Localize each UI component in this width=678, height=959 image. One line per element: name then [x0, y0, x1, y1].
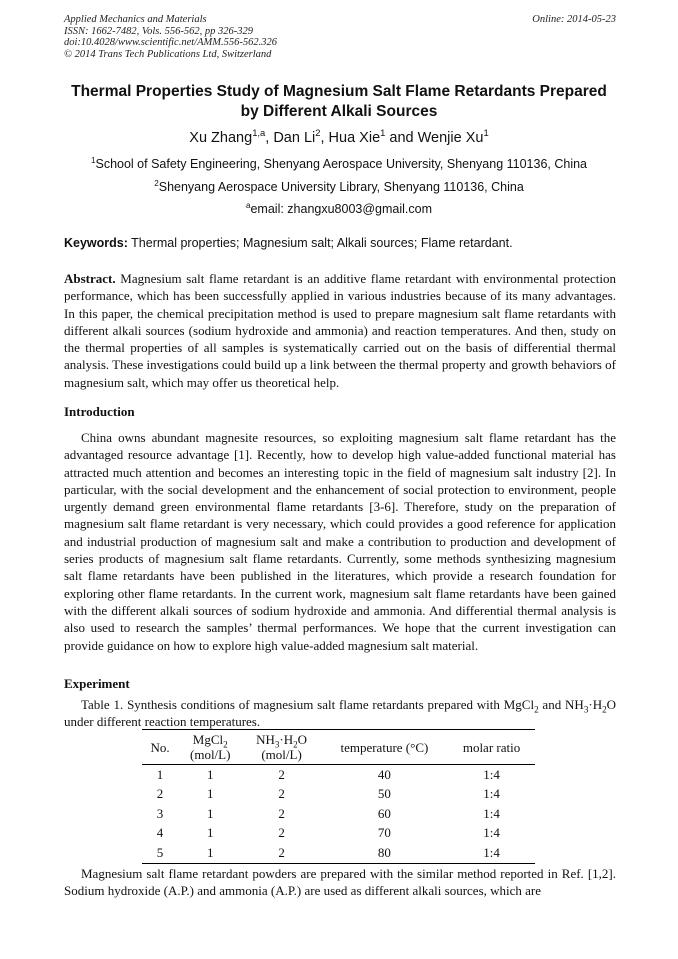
cell-nh3h2o: 2 [278, 805, 285, 821]
cell-no: 2 [156, 786, 164, 802]
header-text: ·H [279, 732, 294, 747]
cell-nh3h2o: 2 [278, 825, 285, 841]
cell-temperature: 40 [377, 766, 391, 782]
issn-info: ISSN: 1662-7482, Vols. 556-562, pp 326-329 [64, 25, 253, 37]
running-header [64, 14, 616, 60]
cell-molar-ratio: 1:4 [483, 766, 500, 782]
online-date: Online: 2014-05-23 [532, 14, 616, 25]
caption-text: Table 1. Synthesis conditions of magnesium salt flame retardants prepared with MgCl [81, 697, 535, 712]
title-line-2: by Different Alkali Sources [240, 103, 438, 120]
cell-temperature: 60 [377, 805, 391, 821]
copyright-info: © 2014 Trans Tech Publications Ltd, Switzerland [64, 48, 272, 60]
author-affiliation-mark: 1,a [252, 127, 266, 139]
cell-nh3h2o: 2 [278, 766, 285, 782]
header-mgcl2 [178, 730, 242, 765]
caption-text: ·H [588, 697, 603, 712]
caption-text: and NH [538, 697, 584, 712]
author-email [50, 202, 628, 216]
table-row [142, 824, 535, 844]
title-line-1: Thermal Properties Study of Magnesium Salt Flame Retardants Prepared [71, 83, 607, 100]
doi-info: doi:10.4028/www.scientific.net/AMM.556-562.326 [64, 37, 277, 48]
author-separator: and [385, 130, 418, 146]
cell-temperature: 50 [377, 786, 391, 802]
author-affiliation-mark: 1 [483, 127, 489, 139]
cell-mgcl2: 1 [178, 843, 242, 863]
author-name: Dan Li [273, 130, 316, 146]
cell-nh3h2o: 2 [242, 843, 320, 863]
affiliation-mark: a [245, 200, 251, 210]
header-subscript: 2 [223, 739, 228, 750]
cell-no: 5 [142, 843, 178, 863]
cell-mgcl2: 1 [206, 786, 214, 802]
paper-title [50, 82, 628, 122]
header-subscript: 2 [293, 739, 298, 750]
header-temperature: temperature (°C) [321, 730, 448, 765]
keywords-label: Keywords: [64, 236, 128, 250]
cell-no: 1 [156, 766, 164, 782]
abstract-label: Abstract. [64, 271, 116, 286]
table-row [142, 765, 535, 785]
affiliation-mark: 1 [90, 155, 96, 165]
author-affiliation-mark: 2 [315, 127, 321, 139]
affiliation-text: Shenyang Aerospace University Library, Shenyang 110136, China [158, 180, 524, 194]
author-separator: , [320, 130, 329, 146]
table-row [142, 785, 535, 805]
author-separator: , [265, 130, 274, 146]
synthesis-conditions-table [142, 729, 535, 864]
experiment-text: Magnesium salt flame retardant powders are prepared with the similar method reported in Ref. [1,2]. Sodium hydroxide (A.P.) and ammonia (A.P.) are used as different alkali sources, which are [64, 866, 616, 899]
email-text: email: zhangxu8003@gmail.com [250, 202, 433, 216]
affiliation-mark: 2 [154, 178, 159, 188]
author-name: Hua Xie [328, 130, 381, 146]
cell-temperature: 70 [377, 825, 391, 841]
author-list [50, 127, 628, 146]
author-name: Wenjie Xu [417, 130, 484, 146]
header-subscript: 3 [274, 739, 280, 750]
table-header-row [142, 730, 535, 765]
cell-temperature: 80 [321, 843, 448, 863]
affiliation-text: School of Safety Engineering, Shenyang Aerospace University, Shenyang 110136, China [95, 157, 588, 171]
keywords-text: Thermal properties; Magnesium salt; Alkali sources; Flame retardant. [127, 236, 513, 250]
table-caption [64, 696, 616, 731]
cell-mgcl2: 1 [206, 805, 214, 821]
affiliation-2 [50, 180, 628, 194]
abstract-text: Magnesium salt flame retardant is an additive flame retardant with environmental protection performance, which has been successfully applied in various industries because of its many advantages. In this paper, the chemical precipitation method is used to prepare magnesium salt flame retardants with different alkali sources (sodium hydroxide and ammonia) and reaction temperatures. And then, study on the thermal properties of all samples is systematically carried out on the basis of differential thermal analysis. These investigations could build up a link between the thermal property and growth behaviors of magnesium salt, which may offer us theoretical help. [64, 271, 616, 390]
caption-subscript: 2 [602, 704, 607, 715]
header-nh3h2o [242, 730, 320, 765]
cell-molar-ratio: 1:4 [483, 805, 500, 821]
affiliation-1 [50, 157, 628, 171]
caption-subscript: 2 [534, 704, 539, 715]
cell-nh3h2o: 2 [278, 786, 285, 802]
keywords [64, 236, 616, 250]
table-row [142, 843, 535, 863]
journal-name: Applied Mechanics and Materials [64, 14, 207, 25]
introduction-heading: Introduction [64, 404, 135, 419]
header-text: NH [256, 732, 275, 747]
abstract [64, 270, 616, 391]
table-row [142, 804, 535, 824]
header-no: No. [142, 730, 178, 765]
cell-mgcl2: 1 [206, 825, 214, 841]
header-text: MgCl [192, 732, 224, 747]
cell-mgcl2: 1 [206, 766, 214, 782]
cell-no: 4 [156, 825, 164, 841]
header-unit: (mol/L) [261, 747, 302, 762]
caption-subscript: 3 [583, 704, 589, 715]
author-name: Xu Zhang [189, 130, 253, 146]
introduction-text: China owns abundant magnesite resources, so exploiting magnesium salt flame retardant has the advantaged resource advantage [1]. Recently, how to develop high value-added functional material has attracted much attention and becomes an interesting topic in the field of magnesium salt industry [2]. In particular, with the social development and the enhancement of social protection to environment, people urgently demand green environmental flame retardants [3-6]. Therefore, study on the preparation of magnesium salt flame retardant is very necessary, which could provides a good reference for application and industrial production of magnesium salt and make a contribution to production and development of series products of magnesium salt flame retardants. Currently, some methods synthesizing magnesium salt flame retardants have been published in the literatures, which provide a research foundation for exploring other flame retardants. In the current work, magnesium salt flame retardants have been gained with the different alkali sources of sodium hydroxide and ammonia. And differential thermal analysis is also used to research the samples’ thermal performances. We hope that the current investigation can provide guidance on how to explore high value-added magnesium salt material. [64, 430, 616, 653]
cell-molar-ratio: 1:4 [483, 786, 500, 802]
header-unit: (mol/L) [190, 747, 231, 762]
header-molar-ratio: molar ratio [448, 730, 535, 765]
cell-molar-ratio: 1:4 [448, 843, 535, 863]
header-text: O [297, 732, 308, 747]
caption-text: O under different reaction temperatures. [64, 697, 617, 730]
cell-no: 3 [156, 805, 164, 821]
cell-molar-ratio: 1:4 [483, 825, 500, 841]
author-affiliation-mark: 1 [380, 127, 386, 139]
experiment-heading: Experiment [64, 676, 130, 691]
